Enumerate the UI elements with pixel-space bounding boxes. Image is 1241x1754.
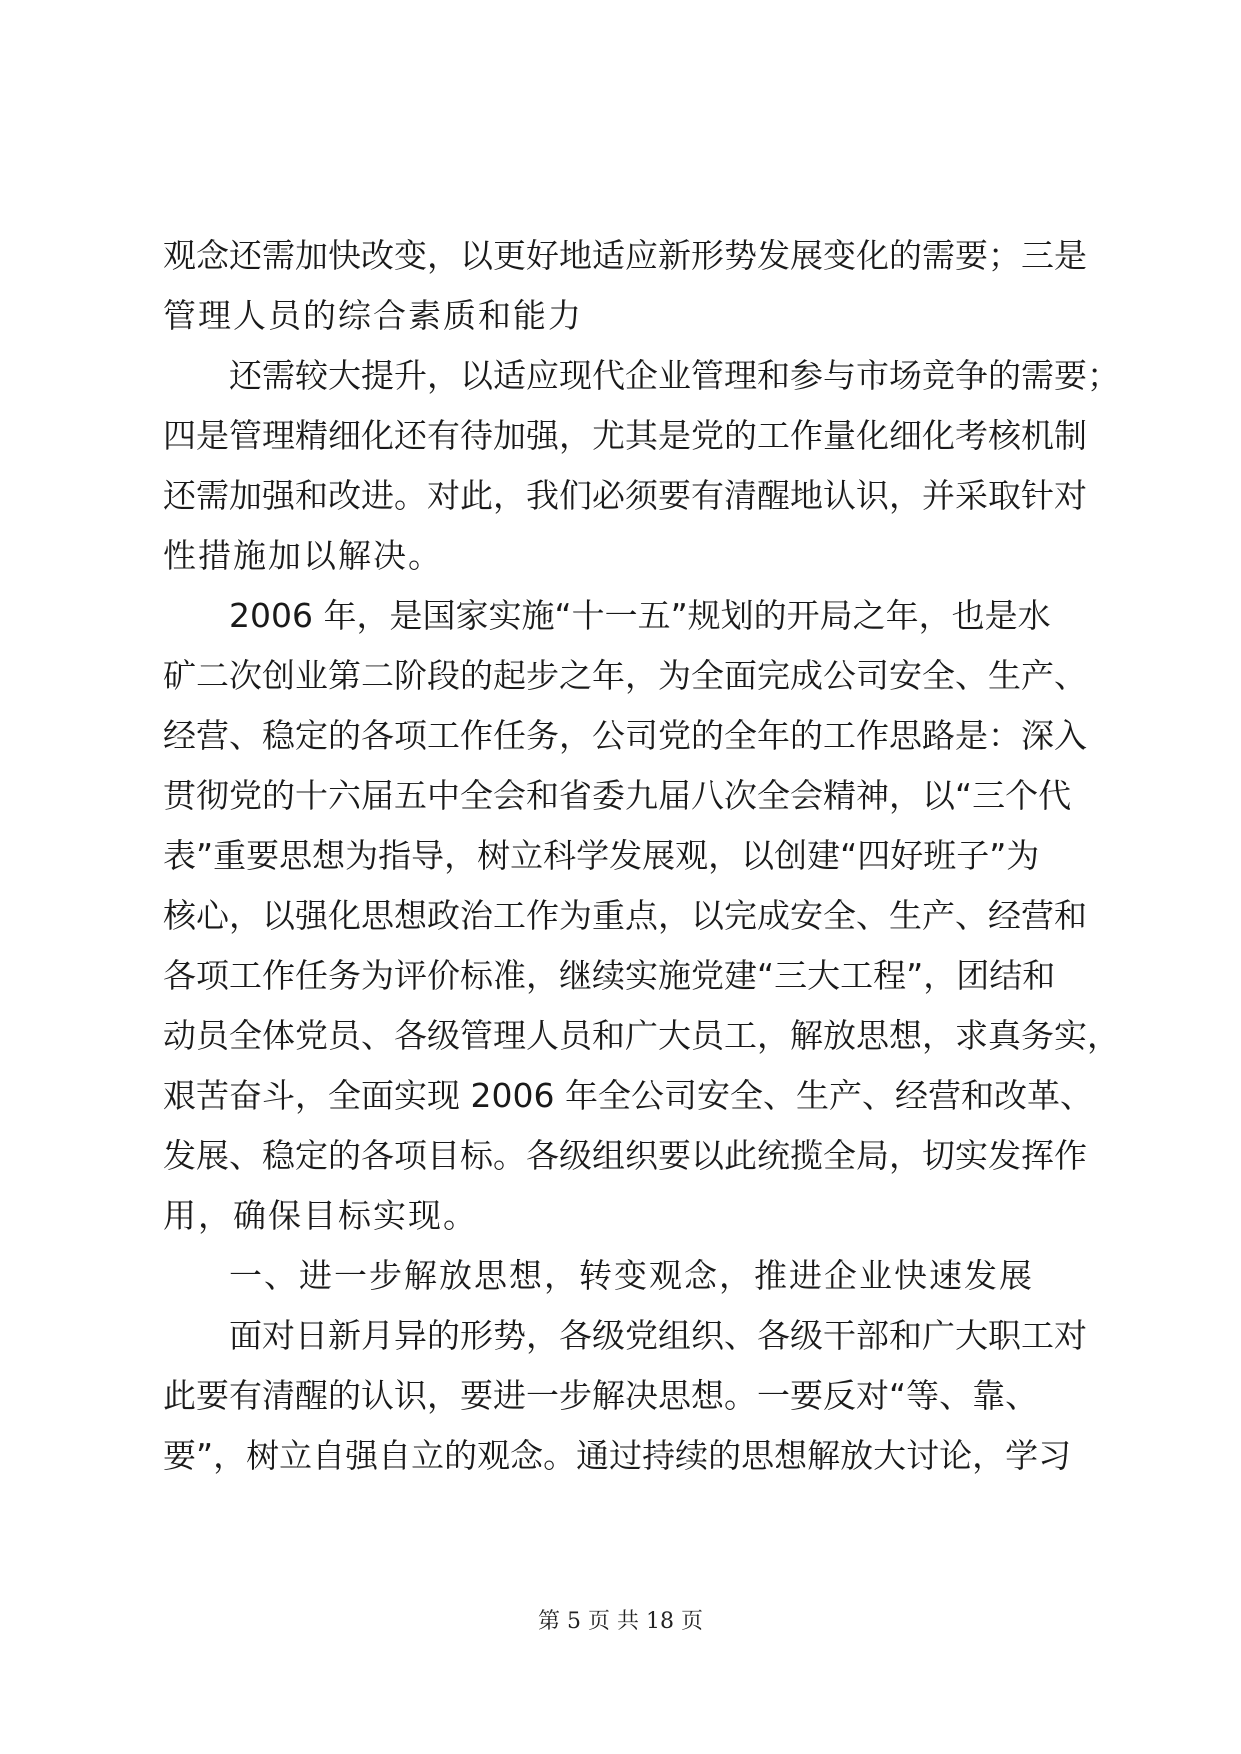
text-line: 用，确保目标实现。 — [163, 1196, 478, 1235]
text-line: 经营、稳定的各项工作任务，公司党的全年的工作思路是：深入 — [163, 716, 1087, 755]
paragraph-start-line: 面对日新月异的形势，各级党组织、各级干部和广大职工对 — [229, 1316, 1087, 1355]
text-line: 此要有清醒的认识，要进一步解决思想。一要反对“等、靠、 — [163, 1376, 1039, 1415]
text-line: 性措施加以解决。 — [163, 536, 443, 575]
section-heading: 一、进一步解放思想，转变观念，推进企业快速发展 — [229, 1256, 1034, 1295]
text-line: 各项工作任务为评价标准，继续实施党建“三大工程”，团结和 — [163, 956, 1056, 995]
text-line: 还需加强和改进。对此，我们必须要有清醒地认识，并采取针对 — [163, 476, 1087, 515]
text-line: 管理人员的综合素质和能力 — [163, 296, 583, 335]
text-line: 艰苦奋斗，全面实现 2006 年全公司安全、生产、经营和改革、 — [163, 1076, 1093, 1115]
text-line: 观念还需加快改变，以更好地适应新形势发展变化的需要；三是 — [163, 236, 1087, 275]
text-line: 核心，以强化思想政治工作为重点，以完成安全、生产、经营和 — [163, 896, 1087, 935]
text-line: 矿二次创业第二阶段的起步之年，为全面完成公司安全、生产、 — [163, 656, 1087, 695]
text-line: 四是管理精细化还有待加强，尤其是党的工作量化细化考核机制 — [163, 416, 1087, 455]
text-line: 发展、稳定的各项目标。各级组织要以此统揽全局，切实发挥作 — [163, 1136, 1087, 1175]
paragraph-start-line: 2006 年，是国家实施“十一五”规划的开局之年，也是水 — [229, 596, 1051, 635]
text-line: 表”重要思想为指导，树立科学发展观，以创建“四好班子”为 — [163, 836, 1040, 875]
paragraph-start-line: 还需较大提升，以适应现代企业管理和参与市场竞争的需要； — [229, 356, 1120, 395]
text-line: 要”，树立自强自立的观念。通过持续的思想解放大讨论，学习 — [163, 1436, 1072, 1475]
text-line: 贯彻党的十六届五中全会和省委九届八次全会精神，以“三个代 — [163, 776, 1072, 815]
page-number-footer: 第 5 页 共 18 页 — [538, 1609, 703, 1634]
text-line: 动员全体党员、各级管理人员和广大员工，解放思想，求真务实， — [163, 1016, 1120, 1055]
document-body — [163, 226, 1120, 1486]
